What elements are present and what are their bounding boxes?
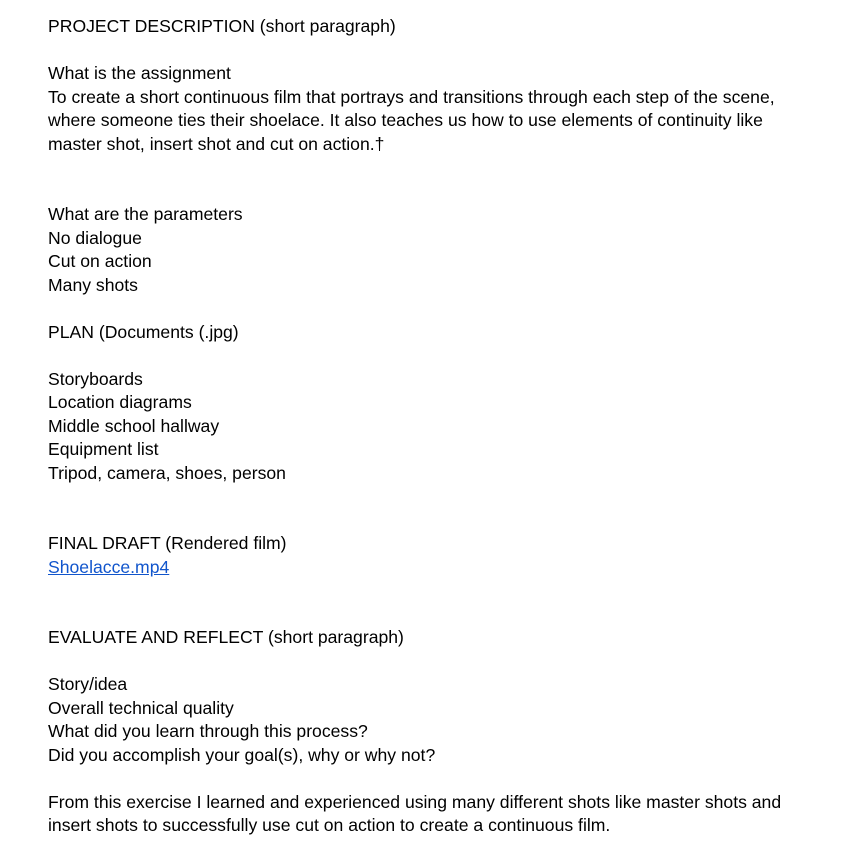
parameter-item: Cut on action — [48, 251, 152, 271]
spacer — [48, 650, 818, 674]
spacer — [48, 297, 818, 321]
spacer — [48, 509, 818, 533]
parameters-label: What are the parameters — [48, 204, 243, 224]
plan-item: Location diagrams — [48, 392, 192, 412]
plan-item: Equipment list — [48, 439, 159, 459]
spacer — [48, 156, 818, 180]
document-body — [48, 15, 818, 838]
plan-item: Tripod, camera, shoes, person — [48, 462, 286, 483]
parameter-item: No dialogue — [48, 227, 142, 248]
final-draft-line — [48, 556, 818, 580]
plan-item: Storyboards — [48, 368, 143, 389]
spacer — [48, 39, 818, 63]
parameter-item: Many shots — [48, 274, 138, 295]
spacer — [48, 344, 818, 368]
plan-heading: PLAN (Documents (.jpg) — [48, 321, 239, 342]
assignment-text: To create a short continuous film that portrays and transitions through each step of the scene, where someone ties their shoelace. It also teaches us how to use elements of continuity like master shot, insert shot and cut on action.† — [48, 86, 780, 154]
final-draft-heading: FINAL DRAFT (Rendered film) — [48, 533, 287, 553]
shoelace-video-link[interactable]: Shoelacce.mp4 — [48, 556, 170, 577]
spacer — [48, 603, 818, 627]
evaluate-item: Overall technical quality — [48, 697, 234, 718]
evaluate-item: What did you learn through this process? — [48, 721, 368, 741]
evaluate-item: Did you accomplish your goal(s), why or why not? — [48, 744, 436, 765]
evaluate-item: Story/idea — [48, 674, 128, 694]
project-description-heading: PROJECT DESCRIPTION (short paragraph) — [48, 16, 396, 36]
reflection-paragraph: From this exercise I learned and experienced using many different shots like master shots and insert shots to successfully use cut on action to create a continuous film. — [48, 791, 787, 835]
assignment-label: What is the assignment — [48, 63, 231, 83]
spacer — [48, 180, 818, 204]
plan-item: Middle school hallway — [48, 415, 220, 436]
spacer — [48, 579, 818, 603]
evaluate-reflect-heading: EVALUATE AND REFLECT (short paragraph) — [48, 627, 404, 647]
spacer — [48, 767, 818, 791]
spacer — [48, 485, 818, 509]
